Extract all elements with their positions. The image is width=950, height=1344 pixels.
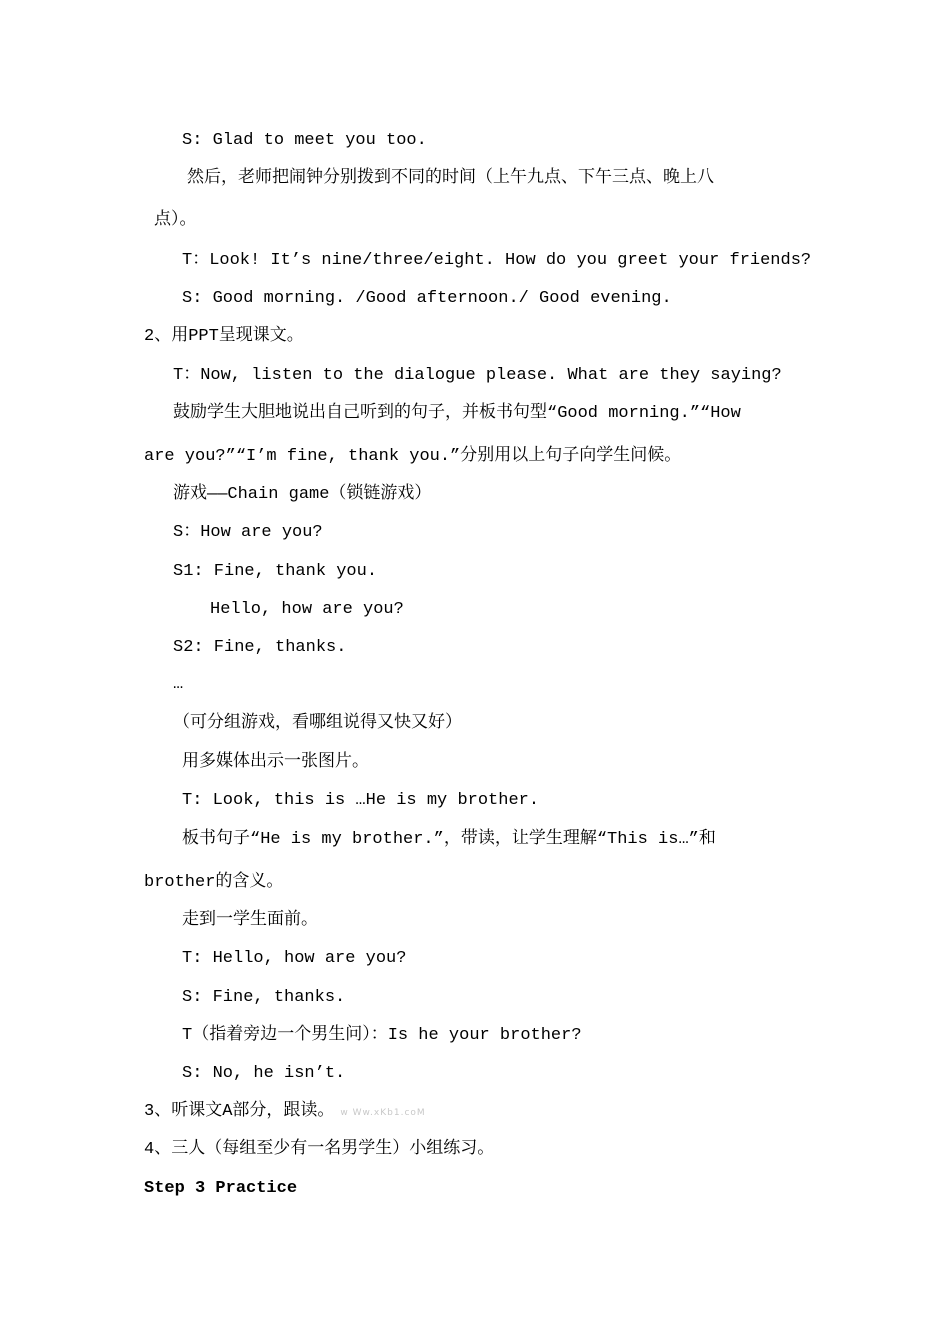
dialogue-line: S: Glad to meet you too. — [182, 131, 427, 150]
dialogue-line: S1: Fine, thank you. — [173, 562, 378, 581]
section-heading-text: 3、听课文A部分，跟读。 — [144, 1102, 335, 1121]
dialogue-line: T（指着旁边一个男生问）：Is he your brother? — [182, 1026, 582, 1045]
watermark-text: w Ww.xKb1.coM — [340, 1108, 426, 1118]
dialogue-line: T: Hello, how are you? — [182, 949, 407, 968]
paragraph-line: 游戏——Chain game（锁链游戏） — [173, 485, 432, 504]
ellipsis-line: … — [173, 675, 184, 694]
paragraph-line: 走到一学生面前。 — [182, 911, 318, 930]
dialogue-line: S: Fine, thanks. — [182, 988, 346, 1007]
paragraph-line: 点）。 — [154, 211, 197, 230]
dialogue-line: T：Look! It’s nine/three/eight. How do you greet your friends? — [182, 251, 812, 270]
dialogue-line: S2: Fine, thanks. — [173, 638, 347, 657]
paragraph-line: （可分组游戏，看哪组说得又快又好） — [173, 714, 462, 733]
paragraph-line: 鼓励学生大胆地说出自己听到的句子，并板书句型“Good morning.”“How — [173, 404, 741, 423]
paragraph-line: 板书句子“He is my brother.”，带读，让学生理解“This is…”和 — [182, 830, 716, 849]
dialogue-line: S: Good morning. /Good afternoon./ Good evening. — [182, 289, 672, 308]
dialogue-line: S：How are you? — [173, 523, 323, 542]
paragraph-line: are you?”“I’m fine, thank you.”分别用以上句子向学生问候。 — [144, 447, 682, 466]
dialogue-line: T：Now, listen to the dialogue please. What are they saying? — [173, 366, 782, 385]
section-heading: 2、用PPT呈现课文。 — [144, 327, 304, 346]
dialogue-line: Hello, how are you? — [210, 600, 404, 619]
step-heading: Step 3 Practice — [144, 1179, 298, 1198]
dialogue-line: S: No, he isn’t. — [182, 1064, 346, 1083]
dialogue-line: T: Look, this is …He is my brother. — [182, 791, 540, 810]
section-heading — [144, 1101, 426, 1124]
paragraph-line: 用多媒体出示一张图片。 — [182, 753, 369, 772]
paragraph-line: brother的含义。 — [144, 873, 284, 892]
paragraph-line: 然后，老师把闹钟分别拨到不同的时间（上午九点、下午三点、晚上八 — [187, 169, 714, 188]
section-heading: 4、三人（每组至少有一名男学生）小组练习。 — [144, 1140, 495, 1159]
